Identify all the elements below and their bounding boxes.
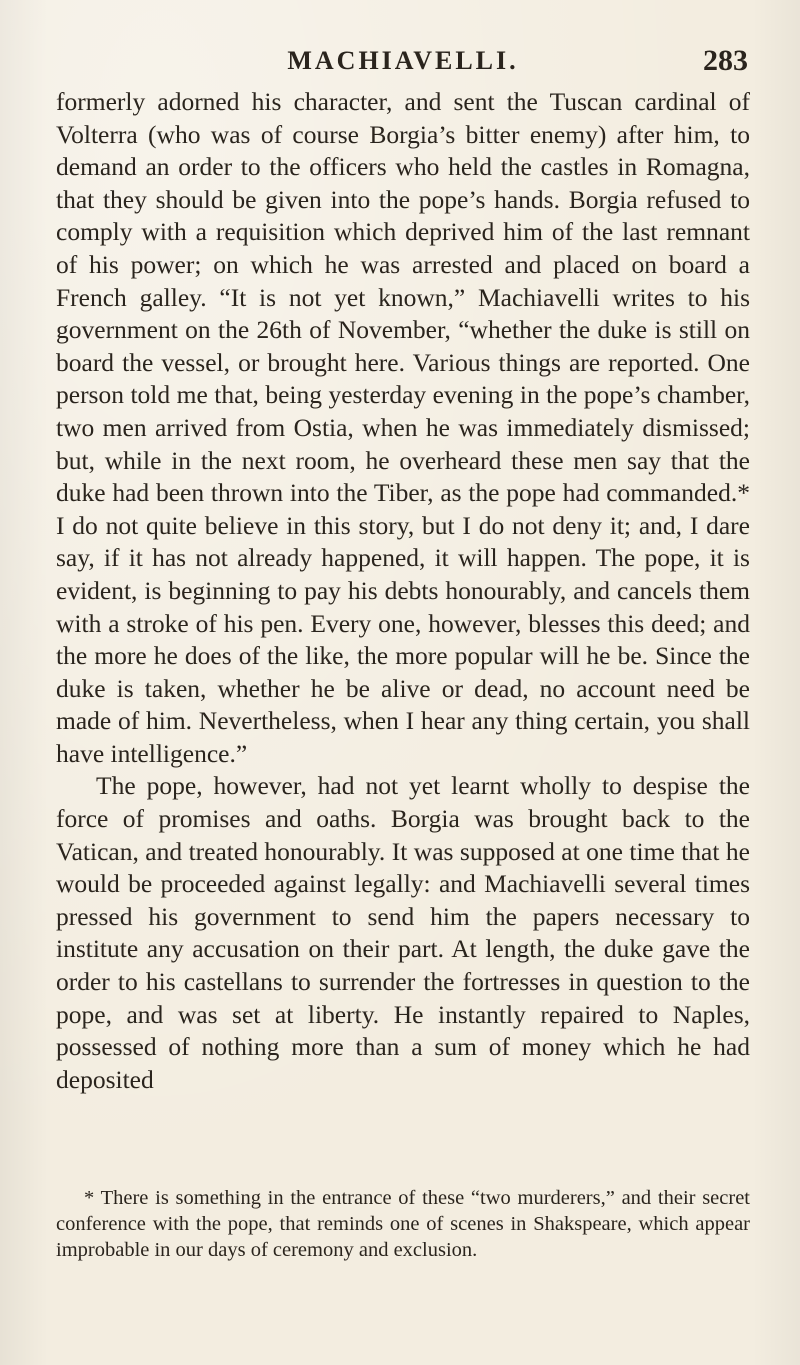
running-title: MACHIAVELLI. (287, 46, 519, 75)
running-head (58, 44, 748, 84)
footnote (56, 1185, 750, 1263)
page-number: 283 (703, 44, 748, 77)
paragraph-2: The pope, however, had not yet learnt wholly to despise the force of promises and oaths. Borgia was brought back to the Vatican, and treated honourably. It was supposed at one time that he would be proceeded against legally: and Machiavelli several times pressed his government to send him the papers necessary to institute any accusation on their part. At length, the duke gave the order to his castellans to surrender the fortresses in question to the pope, and was set at liberty. He instantly repaired to Naples, possessed of nothing more than a sum of money which he had deposited (56, 771, 750, 1094)
footnote-text: * There is something in the entrance of these “two murderers,” and their secret conference with the pope, that reminds one of scenes in Shakspeare, which appear improbable in our days of ceremony and exclusion. (56, 1187, 750, 1261)
body-text (56, 86, 750, 1096)
paragraph-1: formerly adorned his character, and sent the Tuscan cardinal of Volterra (who was of course Borgia’s bitter enemy) after him, to demand an order to the officers who held the castles in Romagna, that they should be given into the pope’s hands. Borgia refused to comply with a requisition which deprived him of the last remnant of his power; on which he was arrested and placed on board a French galley. “It is not yet known,” Machiavelli writes to his government on the 26th of November, “whether the duke is still on board the vessel, or brought here. Various things are reported. One person told me that, being yesterday evening in the pope’s chamber, two men arrived from Ostia, when he was immediately dismissed; but, while in the next room, he overheard these men say that the duke had been thrown into the Tiber, as the pope had commanded.* I do not quite believe in this story, but I do not deny it; and, I dare say, if it has not already happened, it will happen. The pope, it is evident, is beginning to pay his debts honourably, and cancels them with a stroke of his pen. Every one, however, blesses this deed; and the more he does of the like, the more popular will he be. Since the duke is taken, whether he be alive or dead, no account need be made of him. Nevertheless, when I hear any thing certain, you shall have intelligence.” (56, 87, 750, 768)
